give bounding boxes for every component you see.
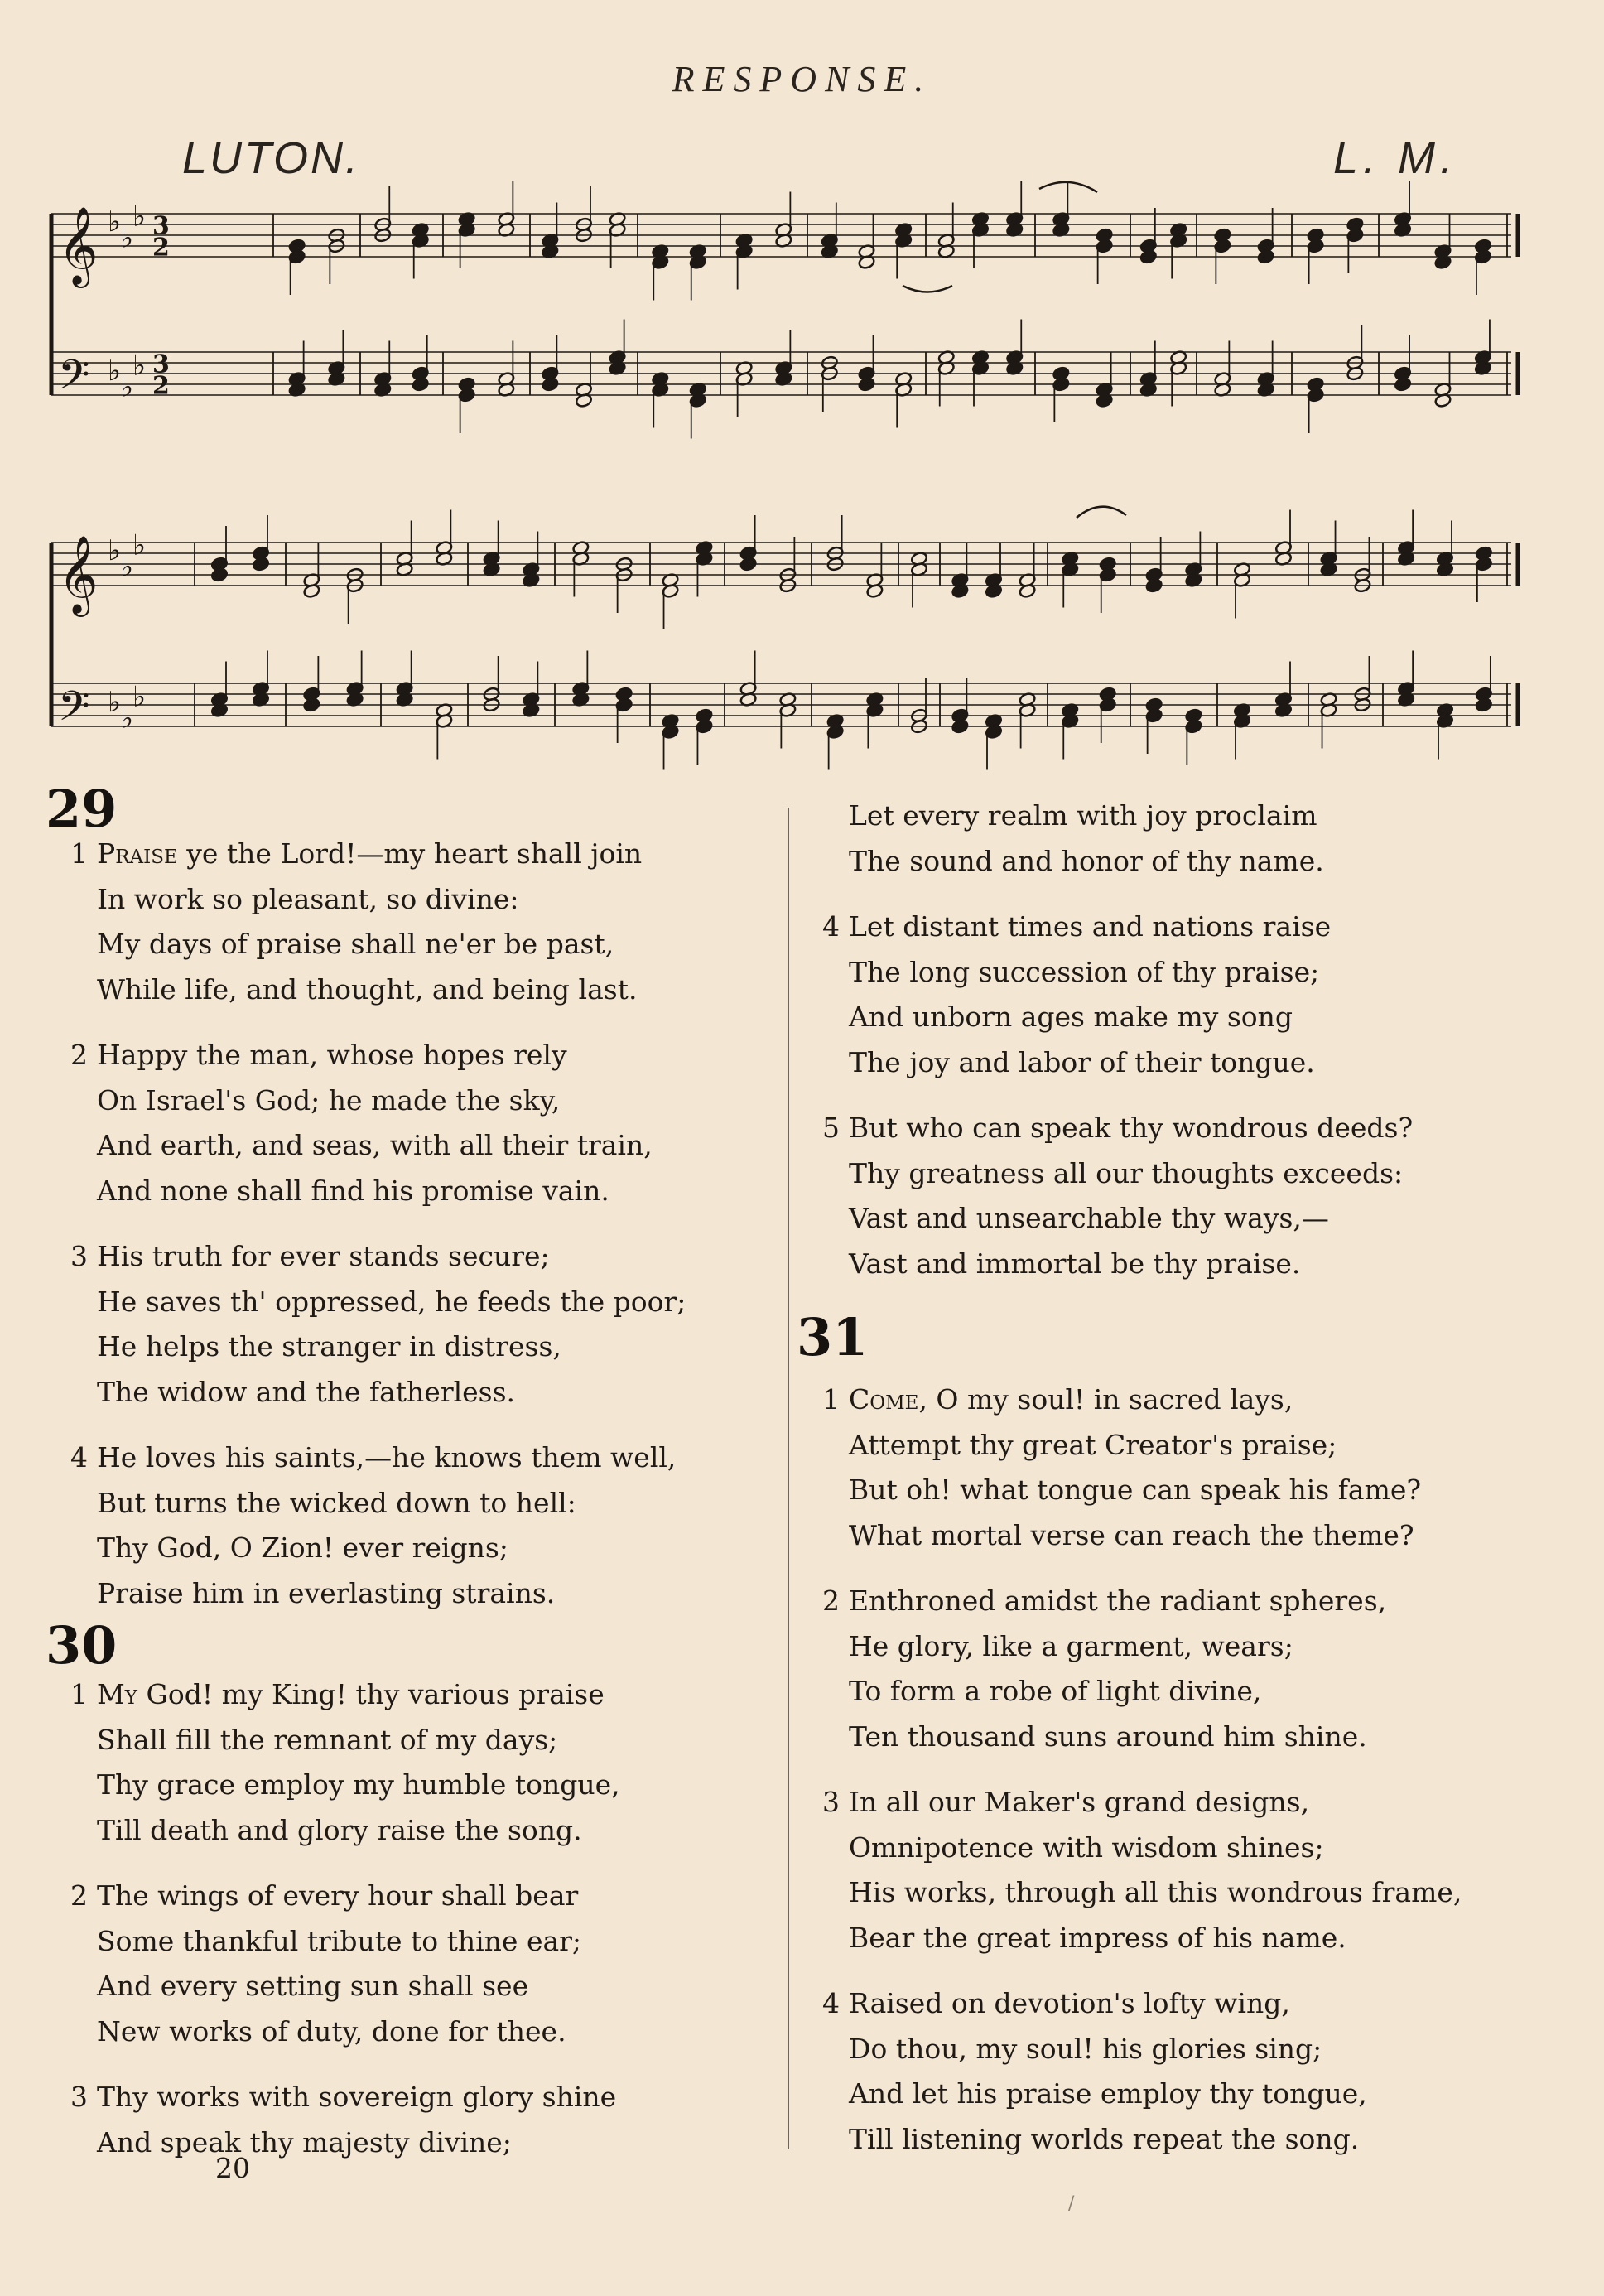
verse-line: And none shall find his promise vain.	[97, 1174, 609, 1207]
stanza-number: 4	[70, 1441, 88, 1474]
verse-line: Raised on devotion's lofty wing,	[849, 1987, 1290, 2019]
stanza-number: 3	[822, 1786, 840, 1818]
hymn-number-29: 29	[46, 779, 118, 839]
verse-line: But oh! what tongue can speak his fame?	[849, 1474, 1422, 1506]
time-signature-bottom: 2	[152, 371, 170, 401]
note-head	[1394, 377, 1411, 392]
stanza-30-5	[822, 1106, 1413, 1286]
column-divider	[788, 808, 789, 2149]
time-signature-top: 3	[152, 350, 170, 379]
hymn-number-31: 31	[797, 1307, 869, 1367]
flat-icon: ♭	[108, 354, 122, 388]
verse-line: He glory, like a garment, wears;	[849, 1629, 1293, 1662]
note-head	[1145, 578, 1163, 593]
verse-line: Thy greatness all our thoughts exceeds:	[849, 1156, 1404, 1189]
verse-line: He loves his saints,—he knows them well,	[97, 1441, 677, 1474]
flat-icon: ♭	[108, 685, 122, 719]
flat-icon: ♭	[108, 205, 122, 239]
verse-line: Thy God, O Zion! ever reigns;	[97, 1531, 508, 1564]
stanza-number: 2	[70, 1879, 88, 1912]
stanza-number: 1	[70, 1678, 88, 1710]
verse-line: Thy grace employ my humble tongue,	[97, 1768, 620, 1801]
note-head	[252, 557, 269, 572]
verse-line: And let his praise employ thy tongue,	[849, 2077, 1367, 2110]
note-head	[1257, 249, 1274, 264]
verse-line: Let distant times and nations raise	[849, 910, 1332, 943]
bass-clef-icon: 𝄢	[58, 351, 90, 409]
treble-clef-icon: 𝄞	[58, 535, 99, 614]
running-title: RESPONSE.	[672, 59, 932, 99]
verse-line: Till death and glory raise the song.	[97, 1813, 582, 1846]
stanza-31-2	[822, 1579, 1386, 1759]
verse-line: O my soul! in sacred lays,	[927, 1383, 1293, 1416]
verse-line: ye the Lord!—my heart shall join	[177, 837, 643, 870]
verse-line: And speak thy majesty divine;	[97, 2125, 512, 2159]
verse-line: And unborn ages make my song	[849, 1001, 1293, 1033]
stanza-number: 3	[70, 2081, 88, 2113]
stanza-first-word: Come,	[849, 1383, 927, 1416]
flat-icon: ♭	[108, 533, 122, 567]
stanza-30-1	[70, 1672, 620, 1853]
verse-line: Do thou, my soul! his glories sing;	[849, 2032, 1322, 2065]
flat-icon: ♭	[120, 370, 134, 404]
note-head	[739, 557, 757, 572]
verse-line: God! my King! thy various praise	[137, 1678, 605, 1710]
stanza-number: 4	[822, 1987, 840, 2019]
verse-line: Let every realm with joy proclaim	[849, 799, 1317, 832]
verse-line: His truth for ever stands secure;	[97, 1240, 550, 1272]
verse-line: The widow and the fatherless.	[97, 1375, 516, 1408]
flat-icon: ♭	[120, 221, 134, 255]
verse-line: And earth, and seas, with all their train,	[97, 1129, 653, 1161]
verse-line: The wings of every hour shall bear	[97, 1879, 579, 1912]
stanza-31-1	[822, 1377, 1421, 1558]
note-head	[1139, 249, 1157, 264]
verse-line: Attempt thy great Creator's praise;	[849, 1428, 1337, 1461]
verse-line: He saves th' oppressed, he feeds the poor;	[97, 1285, 686, 1318]
stanza-31-4	[822, 1981, 1367, 2162]
stanza-first-word: My	[97, 1678, 137, 1710]
verse-line: But turns the wicked down to hell:	[97, 1486, 576, 1519]
verse-line: In work so pleasant, so divine:	[97, 882, 519, 915]
verse-line: My days of praise shall ne'er be past,	[97, 928, 614, 960]
page-number: 20	[215, 2152, 250, 2184]
verse-line: Happy the man, whose hopes rely	[97, 1039, 567, 1071]
flat-icon: ♭	[120, 550, 134, 584]
tune-name: LUTON.	[182, 133, 361, 183]
verse-line: In all our Maker's grand designs,	[849, 1786, 1310, 1818]
verse-line: Omnipotence with wisdom shines;	[849, 1831, 1324, 1864]
footer-mark: /	[1068, 2193, 1075, 2214]
verse-line: He helps the stranger in distress,	[97, 1330, 561, 1363]
stanza-29-1	[70, 832, 642, 1012]
slur-mark	[1077, 507, 1126, 518]
stanza-number: 5	[822, 1112, 840, 1144]
verse-line: To form a robe of light divine,	[849, 1675, 1262, 1707]
note-head	[412, 377, 429, 392]
stanza-first-word: Praise	[97, 837, 178, 870]
verse-line: On Israel's God; he made the sky,	[97, 1083, 561, 1117]
verse-line: While life, and thought, and being last.	[97, 972, 638, 1006]
stanza-29-3	[70, 1234, 686, 1415]
stanza-29-4	[70, 1435, 676, 1616]
verse-line: Till listening worlds repeat the song.	[849, 2122, 1360, 2155]
stanza-number: 4	[822, 910, 840, 943]
music-score	[0, 0, 1604, 770]
note-head	[303, 697, 320, 712]
verse-line: Praise him in everlasting strains.	[97, 1576, 556, 1609]
treble-clef-icon: 𝄞	[58, 206, 99, 285]
verse-line: The sound and honor of thy name.	[849, 844, 1324, 877]
stanza-number: 1	[822, 1383, 840, 1416]
stanza-31-3	[822, 1780, 1462, 1961]
meter-label: L. M.	[1333, 133, 1458, 183]
verse-line: The joy and labor of their tongue.	[849, 1045, 1315, 1078]
note-head	[858, 377, 875, 392]
verse-line: And every setting sun shall see	[97, 1970, 529, 2002]
verse-line: Some thankful tribute to thine ear;	[97, 1924, 582, 1957]
note-head	[1475, 697, 1492, 712]
stanza-number: 2	[822, 1585, 840, 1617]
time-signature-bottom: 2	[152, 233, 170, 263]
verse-line: But who can speak thy wondrous deeds?	[849, 1112, 1414, 1144]
flat-icon: ♭	[120, 702, 134, 736]
stanza-number: 3	[70, 1240, 88, 1272]
hymn-number-30: 30	[46, 1615, 118, 1676]
stanza-30-4	[822, 904, 1331, 1085]
time-signature-top: 3	[152, 211, 170, 241]
bass-clef-icon: 𝄢	[58, 683, 90, 740]
verse-line: Ten thousand suns around him shine.	[849, 1720, 1367, 1753]
flat-icon: ♭	[132, 200, 147, 234]
stanza-29-2	[70, 1033, 653, 1213]
note-head	[542, 377, 559, 392]
note-head	[951, 719, 969, 734]
flat-icon: ♭	[132, 680, 147, 714]
slur-mark	[903, 286, 952, 292]
verse-line: Enthroned amidst the radiant spheres,	[849, 1585, 1387, 1617]
verse-line: What mortal verse can reach the theme?	[849, 1518, 1414, 1551]
verse-line: New works of duty, done for thee.	[97, 2014, 566, 2048]
flat-icon: ♭	[132, 349, 147, 383]
verse-line: Vast and unsearchable thy ways,—	[849, 1202, 1329, 1234]
stanza-30-3-end	[822, 793, 1324, 884]
stanza-30-2	[70, 1874, 581, 2054]
verse-line: His works, through all this wondrous frame,	[849, 1876, 1462, 1908]
verse-line: Shall fill the remnant of my days;	[97, 1723, 558, 1756]
verse-line: Thy works with sovereign glory shine	[97, 2081, 617, 2113]
note-head	[210, 567, 228, 582]
stanza-number: 1	[70, 837, 88, 870]
stanza-number: 2	[70, 1039, 88, 1071]
verse-line: Bear the great impress of his name.	[849, 1921, 1346, 1954]
verse-line: The long succession of thy praise;	[849, 955, 1320, 988]
flat-icon: ♭	[132, 528, 147, 562]
verse-line: Vast and immortal be thy praise.	[849, 1247, 1301, 1280]
stanza-30-3-start	[70, 2075, 616, 2165]
